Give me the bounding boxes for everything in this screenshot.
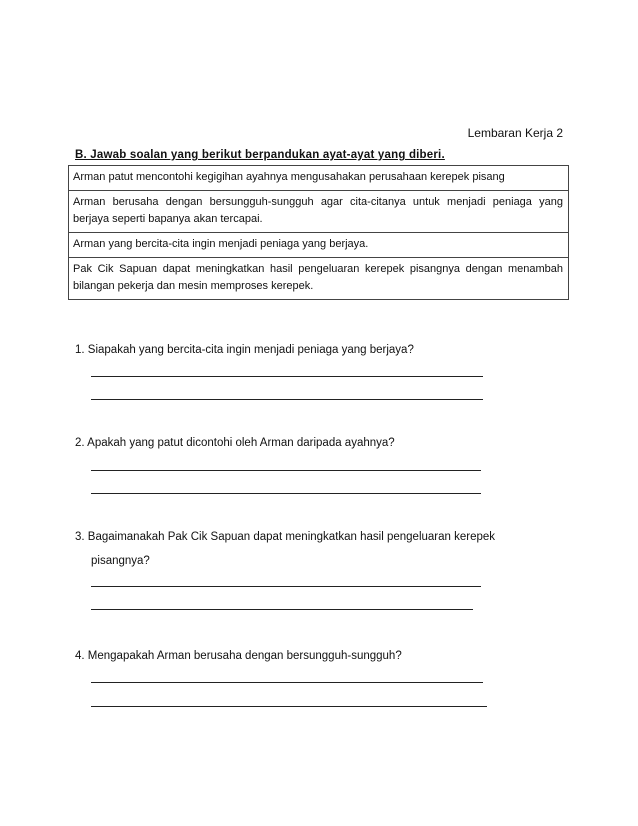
answer-line-4a[interactable] [91, 682, 483, 683]
answer-line-3a[interactable] [91, 586, 481, 587]
question-3-continuation: pisangnya? [91, 555, 150, 567]
question-3: 3. Bagaimanakah Pak Cik Sapuan dapat meningkatkan hasil pengeluaran kerepek [75, 531, 496, 543]
answer-line-2b[interactable] [91, 493, 481, 494]
passage-row: Arman berusaha dengan bersungguh-sungguh agar cita-citanya untuk menjadi peniaga yang berjaya seperti bapanya akan tercapai. [69, 190, 568, 232]
passage-row: Arman patut mencontohi kegigihan ayahnya mengusahakan perusahaan kerepek pisang [73, 171, 505, 183]
worksheet-label: Lembaran Kerja 2 [467, 126, 563, 140]
answer-line-4b[interactable] [91, 706, 487, 707]
answer-line-1b[interactable] [91, 399, 483, 400]
instruction-heading: B. Jawab soalan yang berikut berpandukan ayat-ayat yang diberi. [75, 149, 445, 161]
question-4: 4. Mengapakah Arman berusaha dengan bersungguh-sungguh? [75, 650, 402, 662]
answer-line-2a[interactable] [91, 470, 481, 471]
passage-row: Pak Cik Sapuan dapat meningkatkan hasil pengeluaran kerepek pisangnya dengan menambah bilangan pekerja dan mesin memproses kerepek. [69, 257, 568, 299]
answer-line-1a[interactable] [91, 376, 483, 377]
question-2: 2. Apakah yang patut dicontohi oleh Arman daripada ayahnya? [75, 437, 395, 449]
question-1: 1. Siapakah yang bercita-cita ingin menjadi peniaga yang berjaya? [75, 344, 414, 356]
passage-table [68, 165, 569, 300]
passage-row: Arman yang bercita-cita ingin menjadi peniaga yang berjaya. [69, 232, 568, 257]
answer-line-3b[interactable] [91, 609, 473, 610]
